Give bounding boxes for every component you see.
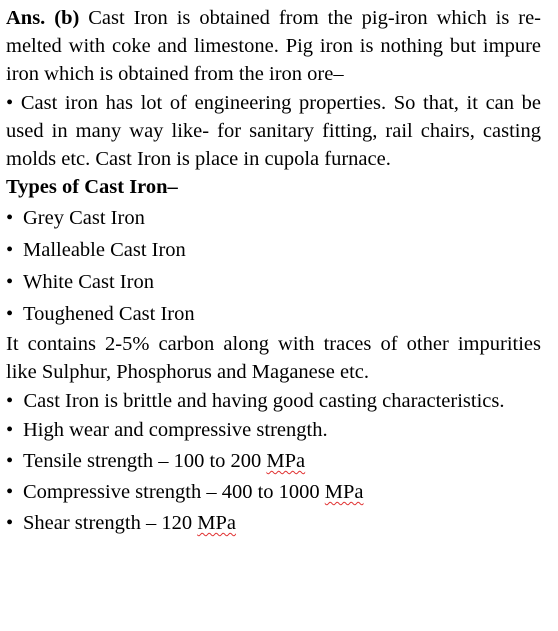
list-item <box>6 415 541 446</box>
bullet-glyph: • <box>6 418 14 441</box>
wear-strength: High wear and compressive strength. <box>23 418 328 441</box>
answer-intro: Cast Iron is obtained from the pig-iron which is re-melted with coke and limestone. Pig iron is nothing but impure iron which is obtained from the iron ore– <box>6 7 541 86</box>
type-grey: Grey Cast Iron <box>23 207 145 230</box>
list-item <box>6 266 541 298</box>
strength-list <box>6 415 541 539</box>
bullet-glyph: • <box>6 239 14 262</box>
list-item <box>6 202 541 234</box>
compressive-strength: Compressive strength – 400 to 1000 <box>23 480 325 503</box>
type-white: White Cast Iron <box>23 271 154 294</box>
list-item <box>6 446 541 477</box>
brittle-bullet <box>6 387 541 415</box>
list-item <box>6 508 541 539</box>
type-malleable: Malleable Cast Iron <box>23 239 186 262</box>
properties-bullet <box>6 89 541 174</box>
list-item <box>6 477 541 508</box>
type-toughened: Toughened Cast Iron <box>23 303 195 326</box>
compressive-unit: MPa <box>324 480 364 503</box>
tensile-unit: MPa <box>266 449 306 472</box>
tensile-strength: Tensile strength – 100 to 200 <box>23 449 267 472</box>
bullet-glyph: • <box>6 271 14 294</box>
types-heading: Types of Cast Iron– <box>6 176 178 199</box>
composition-paragraph: It contains 2-5% carbon along with traces of other impurities like Sulphur, Phosphorus and Maganese etc. <box>6 333 541 384</box>
list-item <box>6 298 541 330</box>
bullet-glyph: • <box>6 91 14 114</box>
answer-paragraph <box>6 4 541 89</box>
list-item <box>6 234 541 266</box>
bullet-glyph: • <box>6 207 14 230</box>
types-list <box>6 202 541 330</box>
bullet-glyph: • <box>6 449 14 472</box>
shear-strength: Shear strength – 120 <box>23 511 198 534</box>
brittle-text: Cast Iron is brittle and having good casting characteristics. <box>23 389 505 412</box>
shear-unit: MPa <box>197 511 236 534</box>
properties-text: Cast iron has lot of engineering properties. So that, it can be used in many way like- for sanitary fitting, rail chairs, casting molds etc. Cast Iron is place in cupola furnace. <box>6 91 542 171</box>
bullet-glyph: • <box>6 480 14 503</box>
bullet-glyph: • <box>6 511 14 534</box>
bullet-glyph: • <box>6 303 14 326</box>
answer-label: Ans. (b) <box>6 7 80 29</box>
bullet-glyph: • <box>6 389 14 412</box>
